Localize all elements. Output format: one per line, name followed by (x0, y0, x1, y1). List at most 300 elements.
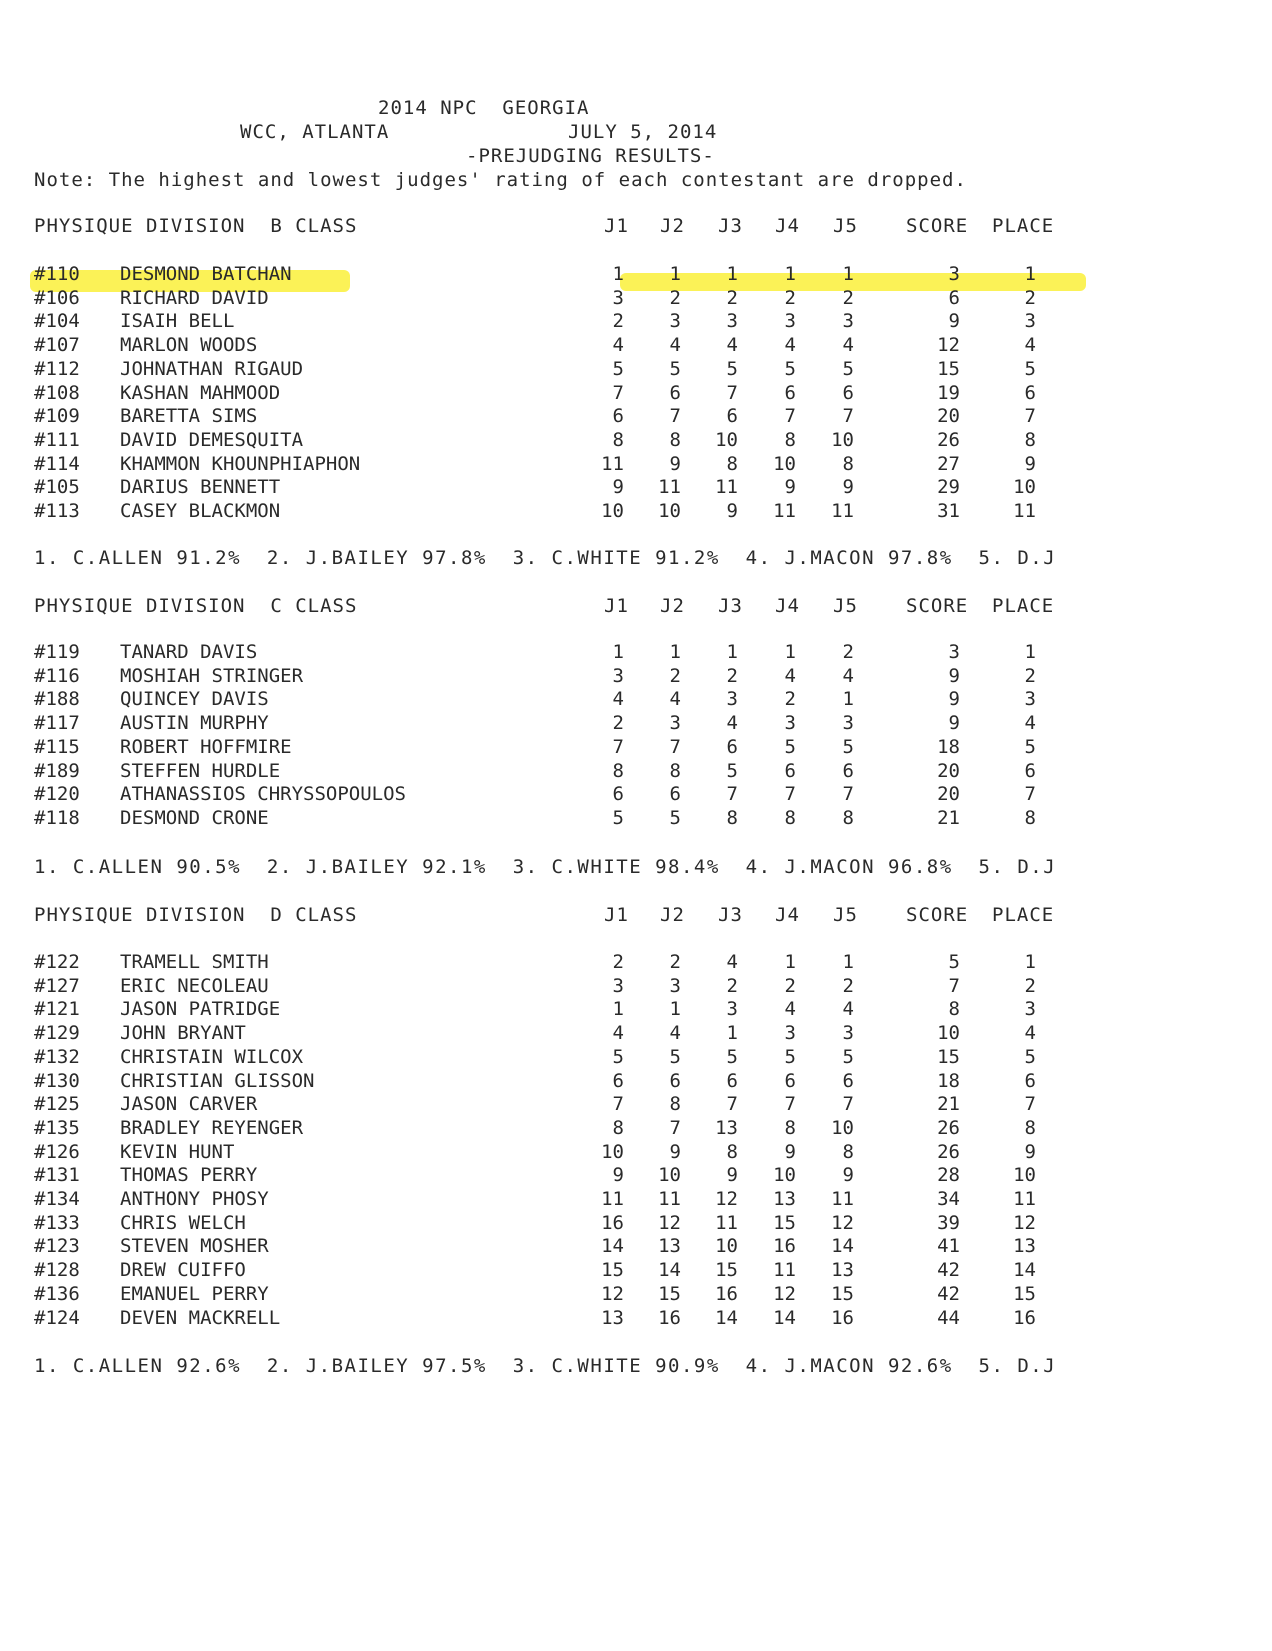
placing: 2 (1024, 974, 1036, 997)
total-score: 41 (937, 1235, 960, 1258)
column-header-j3: J3 (718, 215, 743, 237)
contestant-number: #104 (34, 310, 80, 333)
placing: 6 (1024, 381, 1036, 404)
judge-4-score: 13 (773, 1188, 796, 1210)
judge-5-score: 10 (831, 428, 854, 451)
placing: 3 (1024, 998, 1036, 1021)
judge-4-score: 2 (784, 688, 796, 711)
judge-1-score: 8 (612, 1116, 624, 1139)
judge-5-score: 9 (842, 1164, 854, 1187)
table-row (0, 475, 1272, 499)
contestant-number: #136 (34, 1282, 80, 1305)
total-score: 20 (937, 783, 960, 806)
judge-3-score: 2 (726, 664, 738, 687)
judge-4-score: 8 (784, 1116, 796, 1139)
table-row (0, 1187, 1272, 1211)
contestant-number: #131 (34, 1164, 80, 1187)
judge-3-score: 4 (726, 951, 738, 973)
contestant-number: #128 (34, 1259, 80, 1282)
judge-1-score: 15 (601, 1259, 624, 1282)
judge-2-score: 3 (669, 974, 681, 997)
contestant-number: #107 (34, 334, 80, 357)
total-score: 26 (937, 428, 960, 451)
total-score: 34 (937, 1188, 960, 1210)
judge-5-score: 11 (831, 1188, 854, 1210)
judge-3-score: 8 (726, 806, 738, 829)
judge-4-score: 10 (773, 1164, 796, 1187)
table-row (0, 1258, 1272, 1282)
judge-5-score: 7 (842, 783, 854, 806)
column-header-j1: J1 (604, 904, 629, 926)
placing: 3 (1024, 688, 1036, 711)
judge-4-score: 8 (784, 428, 796, 451)
judge-5-score: 14 (831, 1235, 854, 1258)
table-row (0, 452, 1272, 476)
judge-5-score: 5 (842, 1045, 854, 1068)
total-score: 8 (948, 998, 960, 1021)
total-score: 9 (948, 664, 960, 687)
judge-4-score: 1 (784, 641, 796, 663)
column-header-j1: J1 (604, 595, 629, 617)
total-score: 42 (937, 1282, 960, 1305)
judge-4-score: 6 (784, 759, 796, 782)
judge-1-score: 11 (601, 1188, 624, 1210)
placing: 8 (1024, 428, 1036, 451)
placing: 6 (1024, 759, 1036, 782)
placing: 14 (1013, 1259, 1036, 1282)
judge-3-score: 16 (715, 1282, 738, 1305)
table-row (0, 1211, 1272, 1235)
judge-3-score: 6 (726, 405, 738, 428)
judge-1-score: 3 (612, 286, 624, 309)
contestant-number: #117 (34, 712, 80, 735)
contestant-name: CHRIS WELCH (120, 1211, 246, 1234)
placing: 4 (1024, 712, 1036, 735)
placing: 6 (1024, 1069, 1036, 1092)
judge-2-score: 5 (669, 806, 681, 829)
contestant-number: #119 (34, 641, 80, 663)
placing: 1 (1024, 951, 1036, 973)
judge-1-score: 4 (612, 688, 624, 711)
judge-1-score: 6 (612, 1069, 624, 1092)
judge-4-score: 3 (784, 1022, 796, 1045)
judge-2-score: 9 (669, 1140, 681, 1163)
judge-2-score: 2 (669, 664, 681, 687)
judge-5-score: 12 (831, 1211, 854, 1234)
contestant-name: RICHARD DAVID (120, 286, 269, 309)
placing: 1 (1024, 263, 1036, 285)
contestant-number: #108 (34, 381, 80, 404)
judge-3-score: 5 (726, 759, 738, 782)
placing: 5 (1024, 1045, 1036, 1068)
judge-4-score: 3 (784, 712, 796, 735)
event-date: JULY 5, 2014 (568, 121, 718, 143)
column-header-j3: J3 (718, 595, 743, 617)
judge-2-score: 6 (669, 1069, 681, 1092)
table-row (0, 640, 1272, 664)
contestant-name: STEFFEN HURDLE (120, 759, 281, 782)
judge-2-score: 11 (658, 1188, 681, 1210)
judge-4-score: 5 (784, 735, 796, 758)
judge-2-score: 7 (669, 1116, 681, 1139)
judge-2-score: 7 (669, 735, 681, 758)
judge-2-score: 9 (669, 452, 681, 475)
contestant-number: #109 (34, 405, 80, 428)
placing: 8 (1024, 806, 1036, 829)
total-score: 18 (937, 1069, 960, 1092)
contestant-number: #188 (34, 688, 80, 711)
placing: 5 (1024, 357, 1036, 380)
judge-5-score: 8 (842, 452, 854, 475)
judge-4-score: 4 (784, 998, 796, 1021)
judge-4-score: 12 (773, 1282, 796, 1305)
judge-3-score: 5 (726, 357, 738, 380)
placing: 10 (1013, 1164, 1036, 1187)
contestant-name: TRAMELL SMITH (120, 951, 269, 973)
contestant-name: CHRISTAIN WILCOX (120, 1045, 304, 1068)
contestant-number: #122 (34, 951, 80, 973)
division-title: PHYSIQUE DIVISION C CLASS (34, 595, 358, 617)
total-score: 15 (937, 1045, 960, 1068)
judge-3-score: 9 (726, 500, 738, 522)
judge-4-score: 9 (784, 1140, 796, 1163)
contestant-number: #105 (34, 476, 80, 499)
placing: 13 (1013, 1235, 1036, 1258)
judge-2-score: 16 (658, 1306, 681, 1329)
judge-5-score: 16 (831, 1306, 854, 1329)
judge-5-score: 6 (842, 381, 854, 404)
judge-4-score: 14 (773, 1306, 796, 1329)
judge-5-score: 3 (842, 310, 854, 333)
judge-4-score: 1 (784, 951, 796, 973)
contestant-number: #110 (34, 263, 80, 285)
judge-2-score: 4 (669, 334, 681, 357)
table-row (0, 759, 1272, 783)
judge-2-score: 10 (658, 1164, 681, 1187)
contestant-number: #135 (34, 1116, 80, 1139)
contestant-number: #133 (34, 1211, 80, 1234)
contestant-number: #129 (34, 1022, 80, 1045)
contestant-number: #120 (34, 783, 80, 806)
judge-1-score: 5 (612, 357, 624, 380)
contestant-number: #118 (34, 806, 80, 829)
table-row (0, 262, 1272, 286)
judge-5-score: 9 (842, 476, 854, 499)
judge-2-score: 6 (669, 783, 681, 806)
judge-5-score: 5 (842, 735, 854, 758)
judge-2-score: 5 (669, 357, 681, 380)
contestant-name: THOMAS PERRY (120, 1164, 258, 1187)
table-row (0, 950, 1272, 974)
judge-2-score: 11 (658, 476, 681, 499)
judge-2-score: 2 (669, 286, 681, 309)
judge-1-score: 9 (612, 1164, 624, 1187)
placing: 15 (1013, 1282, 1036, 1305)
judge-5-score: 1 (842, 951, 854, 973)
judge-3-score: 3 (726, 310, 738, 333)
judge-1-score: 12 (601, 1282, 624, 1305)
contestant-name: ATHANASSIOS CHRYSSOPOULOS (120, 783, 406, 806)
contestant-name: CASEY BLACKMON (120, 500, 281, 522)
judge-3-score: 8 (726, 452, 738, 475)
judge-1-score: 2 (612, 951, 624, 973)
total-score: 26 (937, 1140, 960, 1163)
judge-3-score: 2 (726, 974, 738, 997)
contestant-number: #124 (34, 1306, 80, 1329)
judge-1-score: 3 (612, 974, 624, 997)
table-row (0, 357, 1272, 381)
division-title: PHYSIQUE DIVISION B CLASS (34, 215, 358, 237)
contestant-number: #130 (34, 1069, 80, 1092)
judge-4-score: 4 (784, 664, 796, 687)
total-score: 39 (937, 1211, 960, 1234)
judge-1-score: 6 (612, 405, 624, 428)
placing: 3 (1024, 310, 1036, 333)
judge-1-score: 7 (612, 1093, 624, 1116)
judge-2-score: 1 (669, 263, 681, 285)
judge-3-score: 3 (726, 998, 738, 1021)
judge-5-score: 7 (842, 1093, 854, 1116)
judge-5-score: 15 (831, 1282, 854, 1305)
judge-2-score: 8 (669, 759, 681, 782)
placing: 16 (1013, 1306, 1036, 1329)
table-row (0, 664, 1272, 688)
judge-4-score: 7 (784, 783, 796, 806)
judge-5-score: 11 (831, 500, 854, 522)
judge-1-score: 5 (612, 1045, 624, 1068)
table-row (0, 687, 1272, 711)
contestant-name: CHRISTIAN GLISSON (120, 1069, 315, 1092)
judge-5-score: 2 (842, 286, 854, 309)
contestant-number: #114 (34, 452, 80, 475)
judge-5-score: 2 (842, 974, 854, 997)
contestant-number: #112 (34, 357, 80, 380)
placing: 4 (1024, 334, 1036, 357)
contestant-number: #116 (34, 664, 80, 687)
total-score: 21 (937, 806, 960, 829)
judge-3-score: 15 (715, 1259, 738, 1282)
total-score: 29 (937, 476, 960, 499)
judge-3-score: 9 (726, 1164, 738, 1187)
contestant-name: JASON CARVER (120, 1093, 258, 1116)
contestant-number: #121 (34, 998, 80, 1021)
table-row (0, 711, 1272, 735)
contestant-number: #132 (34, 1045, 80, 1068)
contestant-number: #115 (34, 735, 80, 758)
contestant-name: JASON PATRIDGE (120, 998, 281, 1021)
judge-1-score: 2 (612, 310, 624, 333)
judge-5-score: 6 (842, 759, 854, 782)
contestant-name: DESMOND BATCHAN (120, 263, 292, 285)
judge-4-score: 15 (773, 1211, 796, 1234)
judge-1-score: 6 (612, 783, 624, 806)
total-score: 6 (948, 286, 960, 309)
judge-1-score: 1 (612, 641, 624, 663)
judges-accuracy: 1. C.ALLEN 92.6% 2. J.BAILEY 97.5% 3. C.WHITE 90.9% 4. J.MACON 92.6% 5. D.J (34, 1355, 1057, 1377)
table-row (0, 1021, 1272, 1045)
column-header-j4: J4 (775, 595, 800, 617)
placing: 2 (1024, 664, 1036, 687)
judge-2-score: 7 (669, 405, 681, 428)
table-row (0, 1163, 1272, 1187)
judge-2-score: 4 (669, 1022, 681, 1045)
contestant-number: #126 (34, 1140, 80, 1163)
judge-4-score: 2 (784, 974, 796, 997)
contestant-name: DAVID DEMESQUITA (120, 428, 304, 451)
column-header-place: PLACE (992, 595, 1055, 617)
placing: 7 (1024, 405, 1036, 428)
table-row (0, 1140, 1272, 1164)
table-row (0, 782, 1272, 806)
table-row (0, 1306, 1272, 1330)
judge-4-score: 11 (773, 1259, 796, 1282)
contestant-name: ANTHONY PHOSY (120, 1188, 269, 1210)
judge-3-score: 4 (726, 334, 738, 357)
total-score: 42 (937, 1259, 960, 1282)
judge-3-score: 8 (726, 1140, 738, 1163)
judge-2-score: 8 (669, 428, 681, 451)
total-score: 20 (937, 759, 960, 782)
judge-1-score: 14 (601, 1235, 624, 1258)
judge-2-score: 12 (658, 1211, 681, 1234)
table-row (0, 997, 1272, 1021)
table-row (0, 499, 1272, 523)
judge-5-score: 1 (842, 263, 854, 285)
judge-1-score: 10 (601, 500, 624, 522)
column-header-score: SCORE (906, 595, 969, 617)
judge-2-score: 6 (669, 381, 681, 404)
placing: 1 (1024, 641, 1036, 663)
judge-4-score: 16 (773, 1235, 796, 1258)
judge-1-score: 1 (612, 263, 624, 285)
table-row (0, 309, 1272, 333)
total-score: 9 (948, 310, 960, 333)
judge-3-score: 11 (715, 1211, 738, 1234)
contestant-number: #134 (34, 1188, 80, 1210)
judge-2-score: 1 (669, 998, 681, 1021)
judges-accuracy: 1. C.ALLEN 90.5% 2. J.BAILEY 92.1% 3. C.WHITE 98.4% 4. J.MACON 96.8% 5. D.J (34, 856, 1057, 878)
scoring-note: Note: The highest and lowest judges' rating of each contestant are dropped. (34, 169, 967, 191)
column-header-j5: J5 (833, 904, 858, 926)
judge-4-score: 5 (784, 1045, 796, 1068)
column-header-j3: J3 (718, 904, 743, 926)
total-score: 12 (937, 334, 960, 357)
column-header-j2: J2 (660, 904, 685, 926)
contestant-name: JOHNATHAN RIGAUD (120, 357, 304, 380)
contestant-number: #127 (34, 974, 80, 997)
total-score: 20 (937, 405, 960, 428)
total-score: 31 (937, 500, 960, 522)
contestant-name: JOHN BRYANT (120, 1022, 246, 1045)
total-score: 19 (937, 381, 960, 404)
judge-5-score: 8 (842, 1140, 854, 1163)
judge-1-score: 11 (601, 452, 624, 475)
judge-5-score: 8 (842, 806, 854, 829)
judge-3-score: 14 (715, 1306, 738, 1329)
judge-3-score: 7 (726, 783, 738, 806)
judge-4-score: 5 (784, 357, 796, 380)
judge-4-score: 4 (784, 334, 796, 357)
total-score: 7 (948, 974, 960, 997)
contestant-name: KASHAN MAHMOOD (120, 381, 281, 404)
judge-4-score: 6 (784, 381, 796, 404)
judge-1-score: 7 (612, 735, 624, 758)
judge-1-score: 16 (601, 1211, 624, 1234)
contestant-name: DREW CUIFFO (120, 1259, 246, 1282)
contestant-name: STEVEN MOSHER (120, 1235, 269, 1258)
contestant-name: AUSTIN MURPHY (120, 712, 269, 735)
column-header-j2: J2 (660, 215, 685, 237)
judge-3-score: 1 (726, 641, 738, 663)
judge-2-score: 3 (669, 310, 681, 333)
contestant-name: TANARD DAVIS (120, 641, 258, 663)
judge-2-score: 10 (658, 500, 681, 522)
total-score: 26 (937, 1116, 960, 1139)
total-score: 3 (948, 263, 960, 285)
judge-3-score: 7 (726, 381, 738, 404)
judge-2-score: 13 (658, 1235, 681, 1258)
judge-5-score: 6 (842, 1069, 854, 1092)
placing: 10 (1013, 476, 1036, 499)
judge-1-score: 7 (612, 381, 624, 404)
judge-1-score: 9 (612, 476, 624, 499)
table-row (0, 1045, 1272, 1069)
event-venue: WCC, ATLANTA (240, 121, 390, 143)
placing: 5 (1024, 735, 1036, 758)
total-score: 28 (937, 1164, 960, 1187)
table-row (0, 333, 1272, 357)
judge-5-score: 13 (831, 1259, 854, 1282)
judge-5-score: 1 (842, 688, 854, 711)
judge-3-score: 4 (726, 712, 738, 735)
contestant-name: KHAMMON KHOUNPHIAPHON (120, 452, 361, 475)
contestant-name: KEVIN HUNT (120, 1140, 235, 1163)
placing: 8 (1024, 1116, 1036, 1139)
judge-1-score: 8 (612, 428, 624, 451)
contestant-number: #123 (34, 1235, 80, 1258)
judge-1-score: 8 (612, 759, 624, 782)
judge-5-score: 2 (842, 641, 854, 663)
judge-3-score: 13 (715, 1116, 738, 1139)
judge-2-score: 2 (669, 951, 681, 973)
judge-3-score: 1 (726, 1022, 738, 1045)
total-score: 5 (948, 951, 960, 973)
judge-5-score: 10 (831, 1116, 854, 1139)
judge-3-score: 7 (726, 1093, 738, 1116)
judge-4-score: 8 (784, 806, 796, 829)
judge-2-score: 4 (669, 688, 681, 711)
judge-4-score: 11 (773, 500, 796, 522)
judge-1-score: 13 (601, 1306, 624, 1329)
judge-4-score: 9 (784, 476, 796, 499)
table-row (0, 1234, 1272, 1258)
total-score: 44 (937, 1306, 960, 1329)
column-header-j5: J5 (833, 215, 858, 237)
judge-3-score: 6 (726, 735, 738, 758)
total-score: 10 (937, 1022, 960, 1045)
judge-4-score: 7 (784, 405, 796, 428)
total-score: 18 (937, 735, 960, 758)
judge-3-score: 11 (715, 476, 738, 499)
placing: 2 (1024, 286, 1036, 309)
placing: 12 (1013, 1211, 1036, 1234)
placing: 11 (1013, 1188, 1036, 1210)
contestant-name: ERIC NECOLEAU (120, 974, 269, 997)
table-row (0, 404, 1272, 428)
placing: 7 (1024, 783, 1036, 806)
judge-1-score: 3 (612, 664, 624, 687)
contestant-name: QUINCEY DAVIS (120, 688, 269, 711)
